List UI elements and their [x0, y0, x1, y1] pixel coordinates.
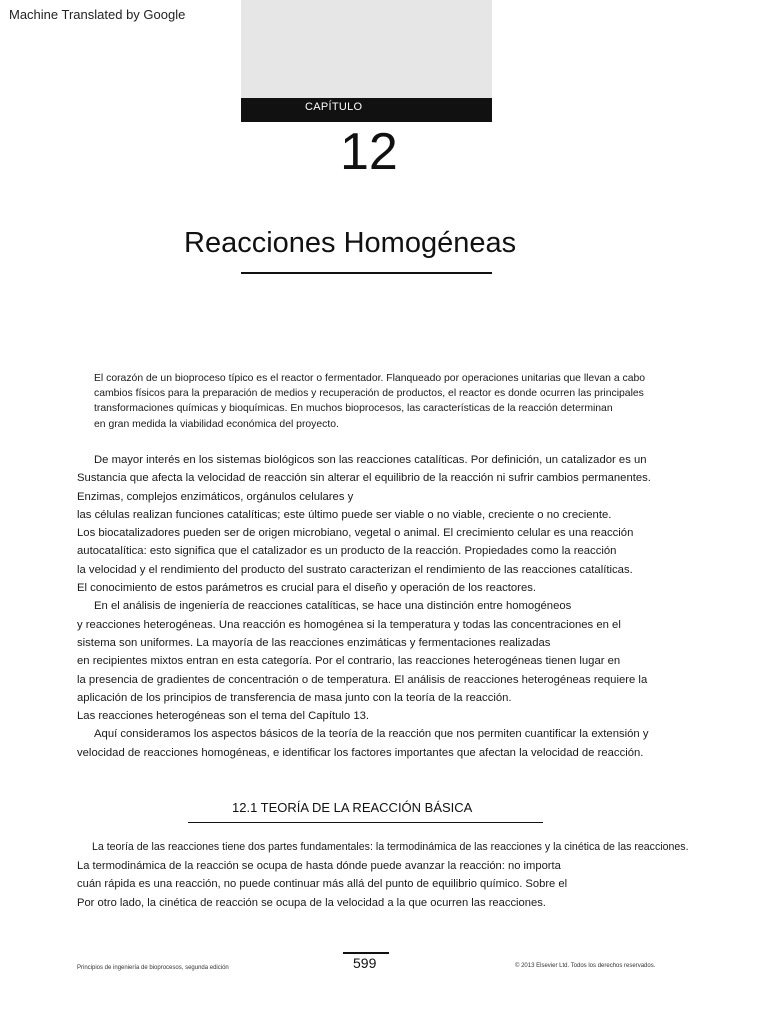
intro-paragraph — [94, 371, 645, 432]
body-line: y reacciones heterogéneas. Una reacción es homogénea si la temperatura y todas las concentraciones en el — [77, 618, 621, 631]
body-line: la velocidad y el rendimiento del producto del sustrato caracterizan el rendimiento de las reacciones catalíticas. — [77, 563, 633, 576]
body-line: Enzimas, complejos enzimáticos, orgánulos celulares y — [77, 490, 354, 503]
machine-translated-label: Machine Translated by Google — [9, 7, 186, 22]
section-line: La teoría de las reacciones tiene dos partes fundamentales: la termodinámica de las reacciones y la cinética de las reacciones. — [92, 841, 689, 853]
chapter-bar — [241, 98, 492, 122]
chapter-title: Reacciones Homogéneas — [184, 227, 517, 259]
chapter-label: CAPÍTULO — [305, 101, 363, 113]
chapter-header-block — [241, 0, 492, 98]
body-line: Los biocatalizadores pueden ser de origen microbiano, vegetal o animal. El crecimiento celular es una reacción — [77, 527, 634, 540]
body-line: velocidad de reacciones homogéneas, e identificar los factores importantes que afectan la velocidad de reacción. — [77, 746, 644, 759]
section-text — [77, 838, 689, 912]
footer-divider — [343, 952, 389, 954]
body-line: El conocimiento de estos parámetros es crucial para el diseño y operación de los reactores. — [77, 582, 537, 595]
title-divider — [241, 272, 492, 274]
body-text — [77, 451, 651, 762]
footer-book-title: Principios de ingeniería de bioprocesos, segunda edición — [77, 965, 229, 971]
section-line: Por otro lado, la cinética de reacción se ocupa de la velocidad a la que ocurren las reacciones. — [77, 896, 546, 909]
chapter-number: 12 — [340, 123, 398, 181]
body-line: De mayor interés en los sistemas biológicos son las reacciones catalíticas. Por definición, un catalizador es un — [94, 454, 647, 466]
intro-line: cambios físicos para la preparación de medios y recuperación de productos, el reactor es donde ocurren las principales — [94, 388, 644, 400]
intro-line: El corazón de un bioproceso típico es el reactor o fermentador. Flanqueado por operaciones unitarias que llevan a cabo — [94, 373, 646, 384]
body-line: En el análisis de ingeniería de reacciones catalíticas, se hace una distinción entre homogéneos — [94, 600, 572, 613]
section-line: cuán rápida es una reacción, no puede continuar más allá del punto de equilibrio químico. Sobre el — [77, 878, 568, 890]
body-line: autocatalítica: esto significa que el catalizador es un producto de la reacción. Propiedades como la reacción — [77, 545, 617, 558]
page-number: 599 — [353, 955, 377, 971]
body-line: las células realizan funciones catalíticas; este último puede ser viable o no viable, creciente o no creciente. — [77, 508, 612, 521]
body-line: la presencia de gradientes de concentración o de temperatura. El análisis de reacciones heterogéneas requiere la — [77, 673, 648, 686]
body-line: sistema son uniformes. La mayoría de las reacciones enzimáticas y fermentaciones realizadas — [77, 636, 551, 649]
section-divider — [188, 822, 543, 823]
body-line: en recipientes mixtos entran en esta categoría. Por el contrario, las reacciones heterogéneas tienen lugar en — [77, 655, 621, 668]
body-line: Las reacciones heterogéneas son el tema del Capítulo 13. — [77, 710, 370, 723]
body-line: Aquí consideramos los aspectos básicos de la teoría de la reacción que nos permiten cuantificar la extensión y — [94, 728, 649, 741]
body-line: Sustancia que afecta la velocidad de reacción sin alterar el equilibrio de la reacción ni sufrir cambios permanentes. — [77, 472, 651, 485]
intro-line: transformaciones químicas y bioquímicas. En muchos bioprocesos, las características de la reacción determinan — [94, 403, 613, 415]
body-line: aplicación de los principios de transferencia de masa junto con la teoría de la reacción. — [77, 691, 512, 704]
footer-copyright: © 2013 Elsevier Ltd. Todos los derechos reservados. — [515, 963, 656, 969]
section-heading: 12.1 TEORÍA DE LA REACCIÓN BÁSICA — [232, 800, 473, 815]
section-line: La termodinámica de la reacción se ocupa de hasta dónde puede avanzar la reacción: no importa — [77, 859, 561, 872]
intro-line: en gran medida la viabilidad económica del proyecto. — [94, 418, 339, 430]
